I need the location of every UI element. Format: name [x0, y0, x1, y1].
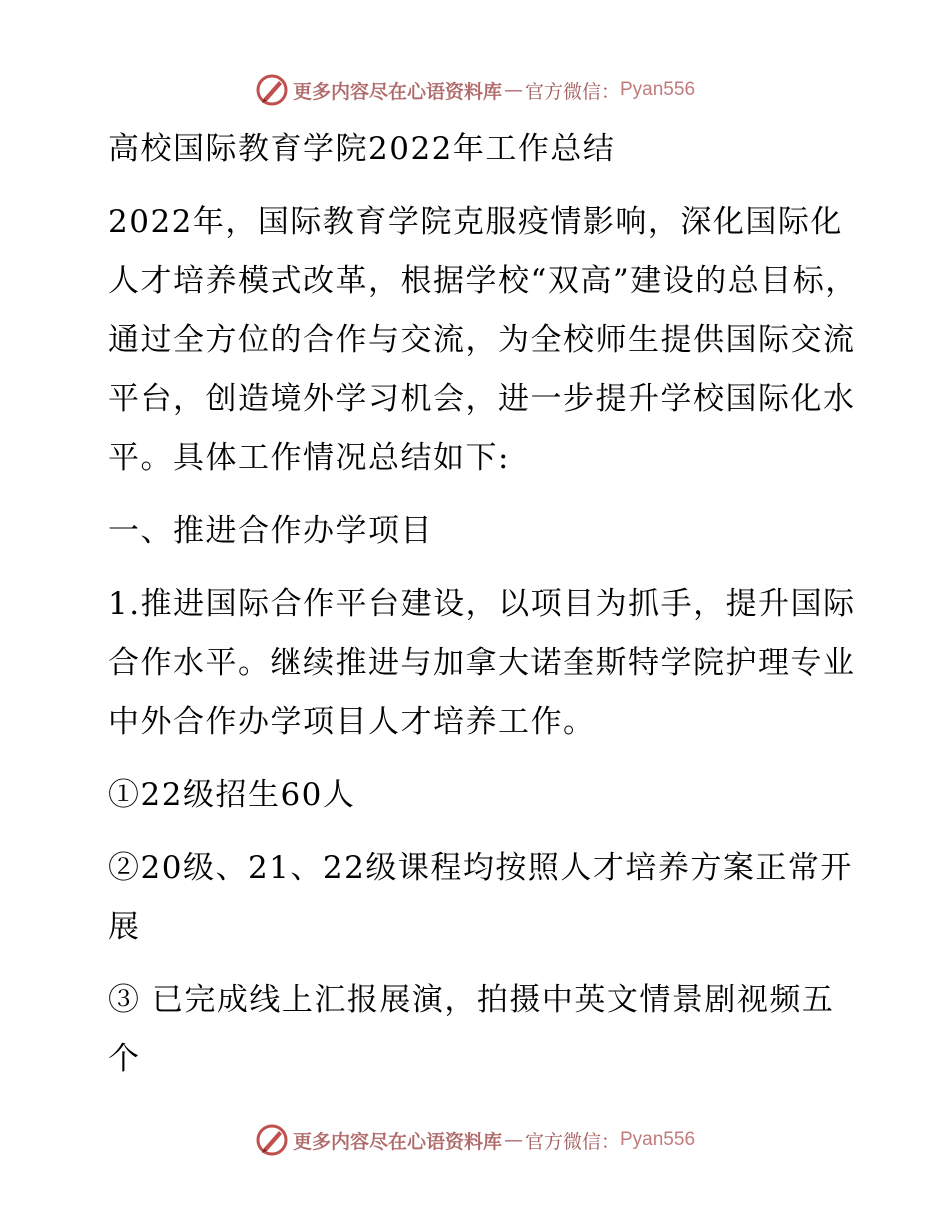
watermark-contact: Pyan556 — [620, 79, 696, 100]
footer-watermark — [0, 1120, 950, 1160]
intro-paragraph: 2022年，国际教育学院克服疫情影响，深化国际化人才培养模式改革，根据学校“双高”建设的总目标，通过全方位的合作与交流，为全校师生提供国际交流平台，创造境外学习机会，进一步提升学校国际化水平。具体工作情况总结如下: — [108, 204, 858, 476]
watermark-label: 官方微信： — [524, 80, 620, 103]
pen-logo-icon — [255, 1123, 289, 1157]
sub-item-1: ①22级招生60人 — [108, 777, 356, 813]
watermark-separator: — — [503, 79, 523, 101]
watermark-contact: Pyan556 — [620, 1129, 696, 1150]
watermark-site: 更多内容尽在心语资料库 — [292, 1130, 502, 1153]
watermark-site: 更多内容尽在心语资料库 — [292, 80, 502, 103]
section-heading: 一、推进合作办学项目 — [108, 513, 433, 549]
watermark-label: 官方微信： — [524, 1130, 620, 1153]
sub-item-2: ②20级、21、22级课程均按照人才培养方案正常开展 — [108, 850, 853, 945]
document-title: 高校国际教育学院2022年工作总结 — [108, 131, 616, 167]
document-body — [98, 120, 858, 1103]
sub-item-3: ③ 已完成线上汇报展演，拍摄中英文情景剧视频五个 — [108, 982, 835, 1077]
pen-logo-icon — [255, 73, 289, 107]
watermark-separator: — — [503, 1129, 523, 1151]
item-paragraph: 1.推进国际合作平台建设，以项目为抓手，提升国际合作水平。继续推进与加拿大诺奎斯特学院护理专业中外合作办学项目人才培养工作。 — [108, 586, 856, 740]
header-watermark — [0, 70, 950, 110]
